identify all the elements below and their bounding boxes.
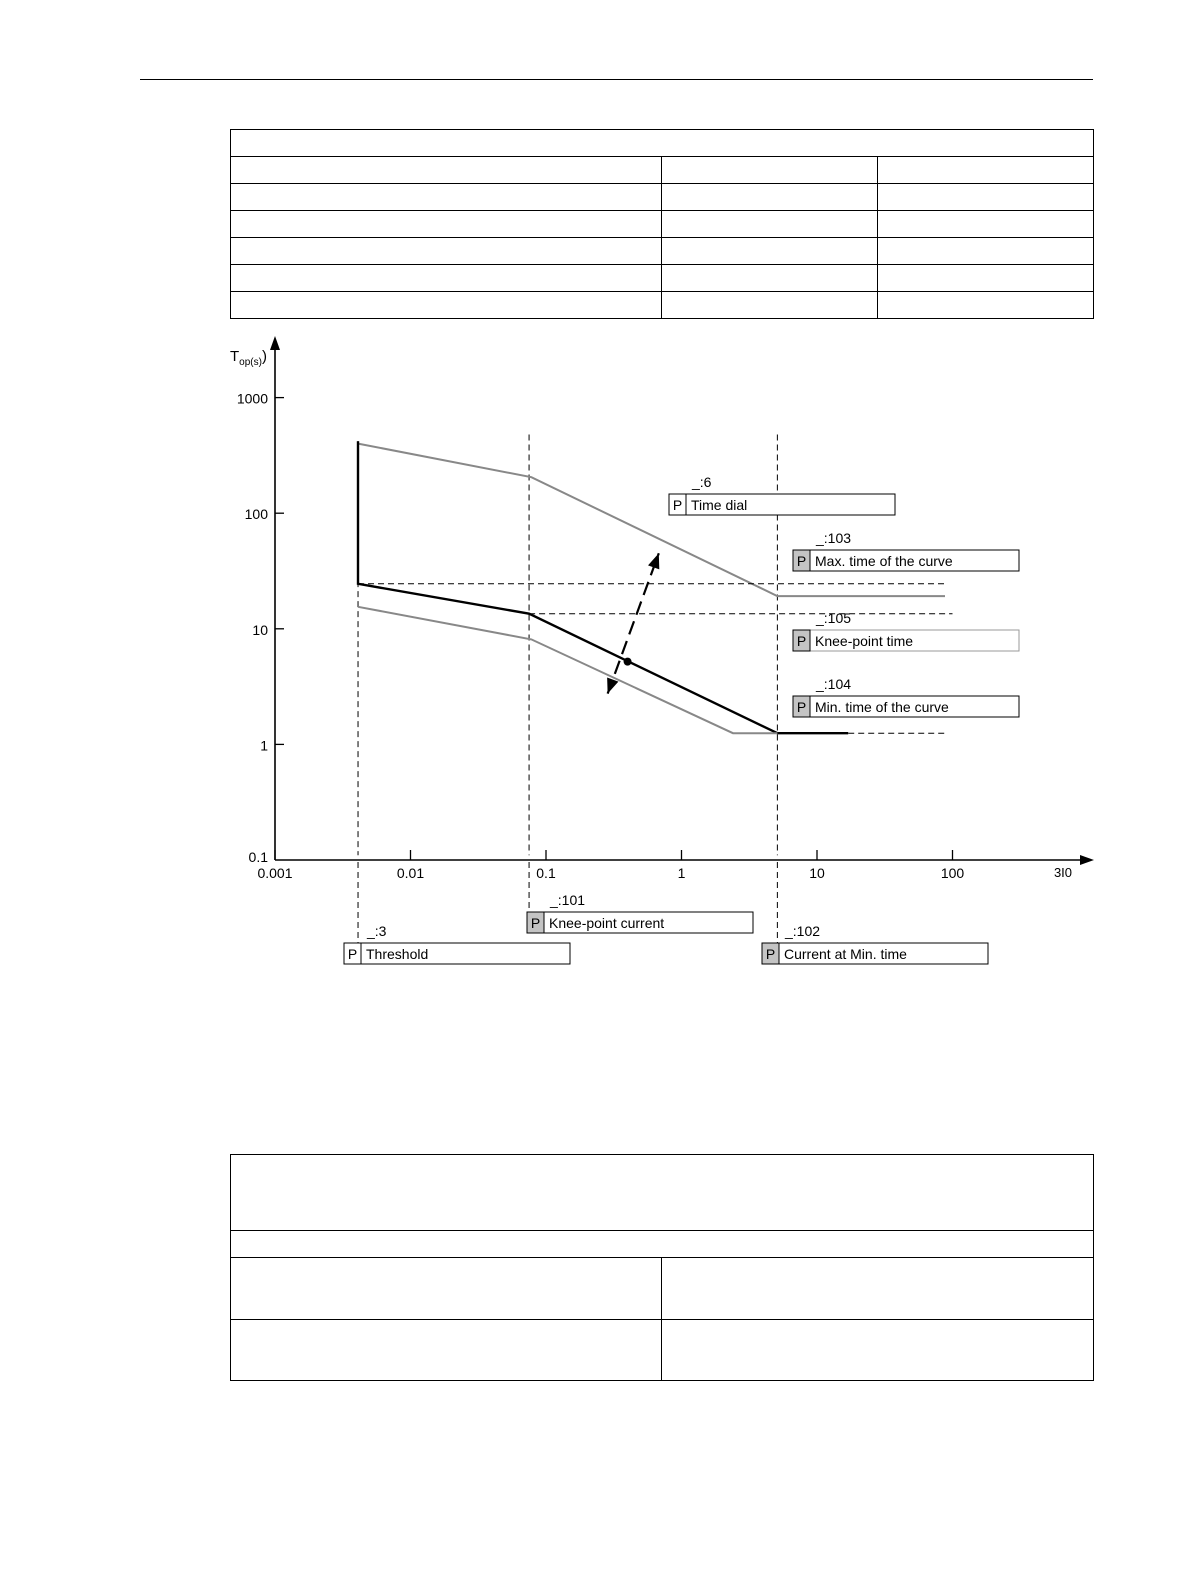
parameter-tag: P [530,915,541,931]
parameter-address: _:102 [785,923,821,939]
table-cell [231,1231,1094,1258]
main-curve [358,441,848,733]
operating-point [624,658,632,666]
x-axis-label: 3I0 [1053,865,1073,880]
x-tick-label: 100 [940,865,965,881]
y-tick-label: 1 [260,737,268,754]
parameter-box [793,530,1019,571]
curves [358,441,953,733]
parameter-box [669,474,895,515]
time-dial-arrowhead-up [648,553,659,569]
parameter-tag: P [796,699,807,715]
x-tick-label: 10 [809,865,825,881]
table-cell [662,1258,1094,1320]
notes-table [230,1154,1094,1381]
y-ticks [237,391,284,865]
parameter-boxes [344,474,1019,964]
table-header-row [231,1155,1094,1231]
parameter-address: _:3 [367,923,387,939]
table-row [231,1258,1094,1320]
x-tick-label: 1 [677,865,686,881]
parameter-label: Max. time of the curve [815,553,953,569]
parameter-box [793,610,1019,651]
parameter-label: Time dial [691,497,748,513]
parameter-box [762,923,988,964]
y-tick-label: 0.1 [248,849,268,865]
table-cell [231,1320,662,1381]
parameter-address: _:105 [816,610,852,626]
parameter-tag: P [765,946,776,962]
parameter-label: Knee-point time [815,633,914,649]
parameter-label: Current at Min. time [784,946,907,962]
x-axis-arrowhead [1080,855,1094,865]
y-tick-label: 1000 [236,390,268,407]
y-axis-arrowhead [270,336,280,350]
x-ticks [257,850,964,881]
parameter-label: Knee-point current [549,915,665,931]
table-row [231,1320,1094,1381]
parameter-box [527,892,753,933]
parameter-address: _:104 [816,676,852,692]
parameter-tag: P [796,553,807,569]
parameter-tag: P [672,497,683,513]
table-cell [231,1155,1094,1231]
parameter-tag: P [796,633,807,649]
y-tick-label: 100 [244,506,268,523]
x-tick-label: 0.001 [257,865,293,881]
parameter-address: _:6 [692,474,712,490]
x-tick-label: 0.01 [396,865,425,881]
table-row [231,1231,1094,1258]
y-axis-label: $T_{op(s)}$) [230,348,267,368]
parameter-address: _:101 [550,892,586,908]
parameter-address: _:103 [816,530,852,546]
parameter-box [793,676,1019,717]
y-tick-label: 10 [252,621,268,638]
parameter-label: Threshold [366,946,429,962]
lower-curve [358,607,777,733]
parameter-tag: P [347,946,358,962]
table-cell [231,1258,662,1320]
table-cell [662,1320,1094,1381]
parameter-label: Min. time of the curve [815,699,949,715]
x-tick-label: 0.1 [536,865,556,881]
